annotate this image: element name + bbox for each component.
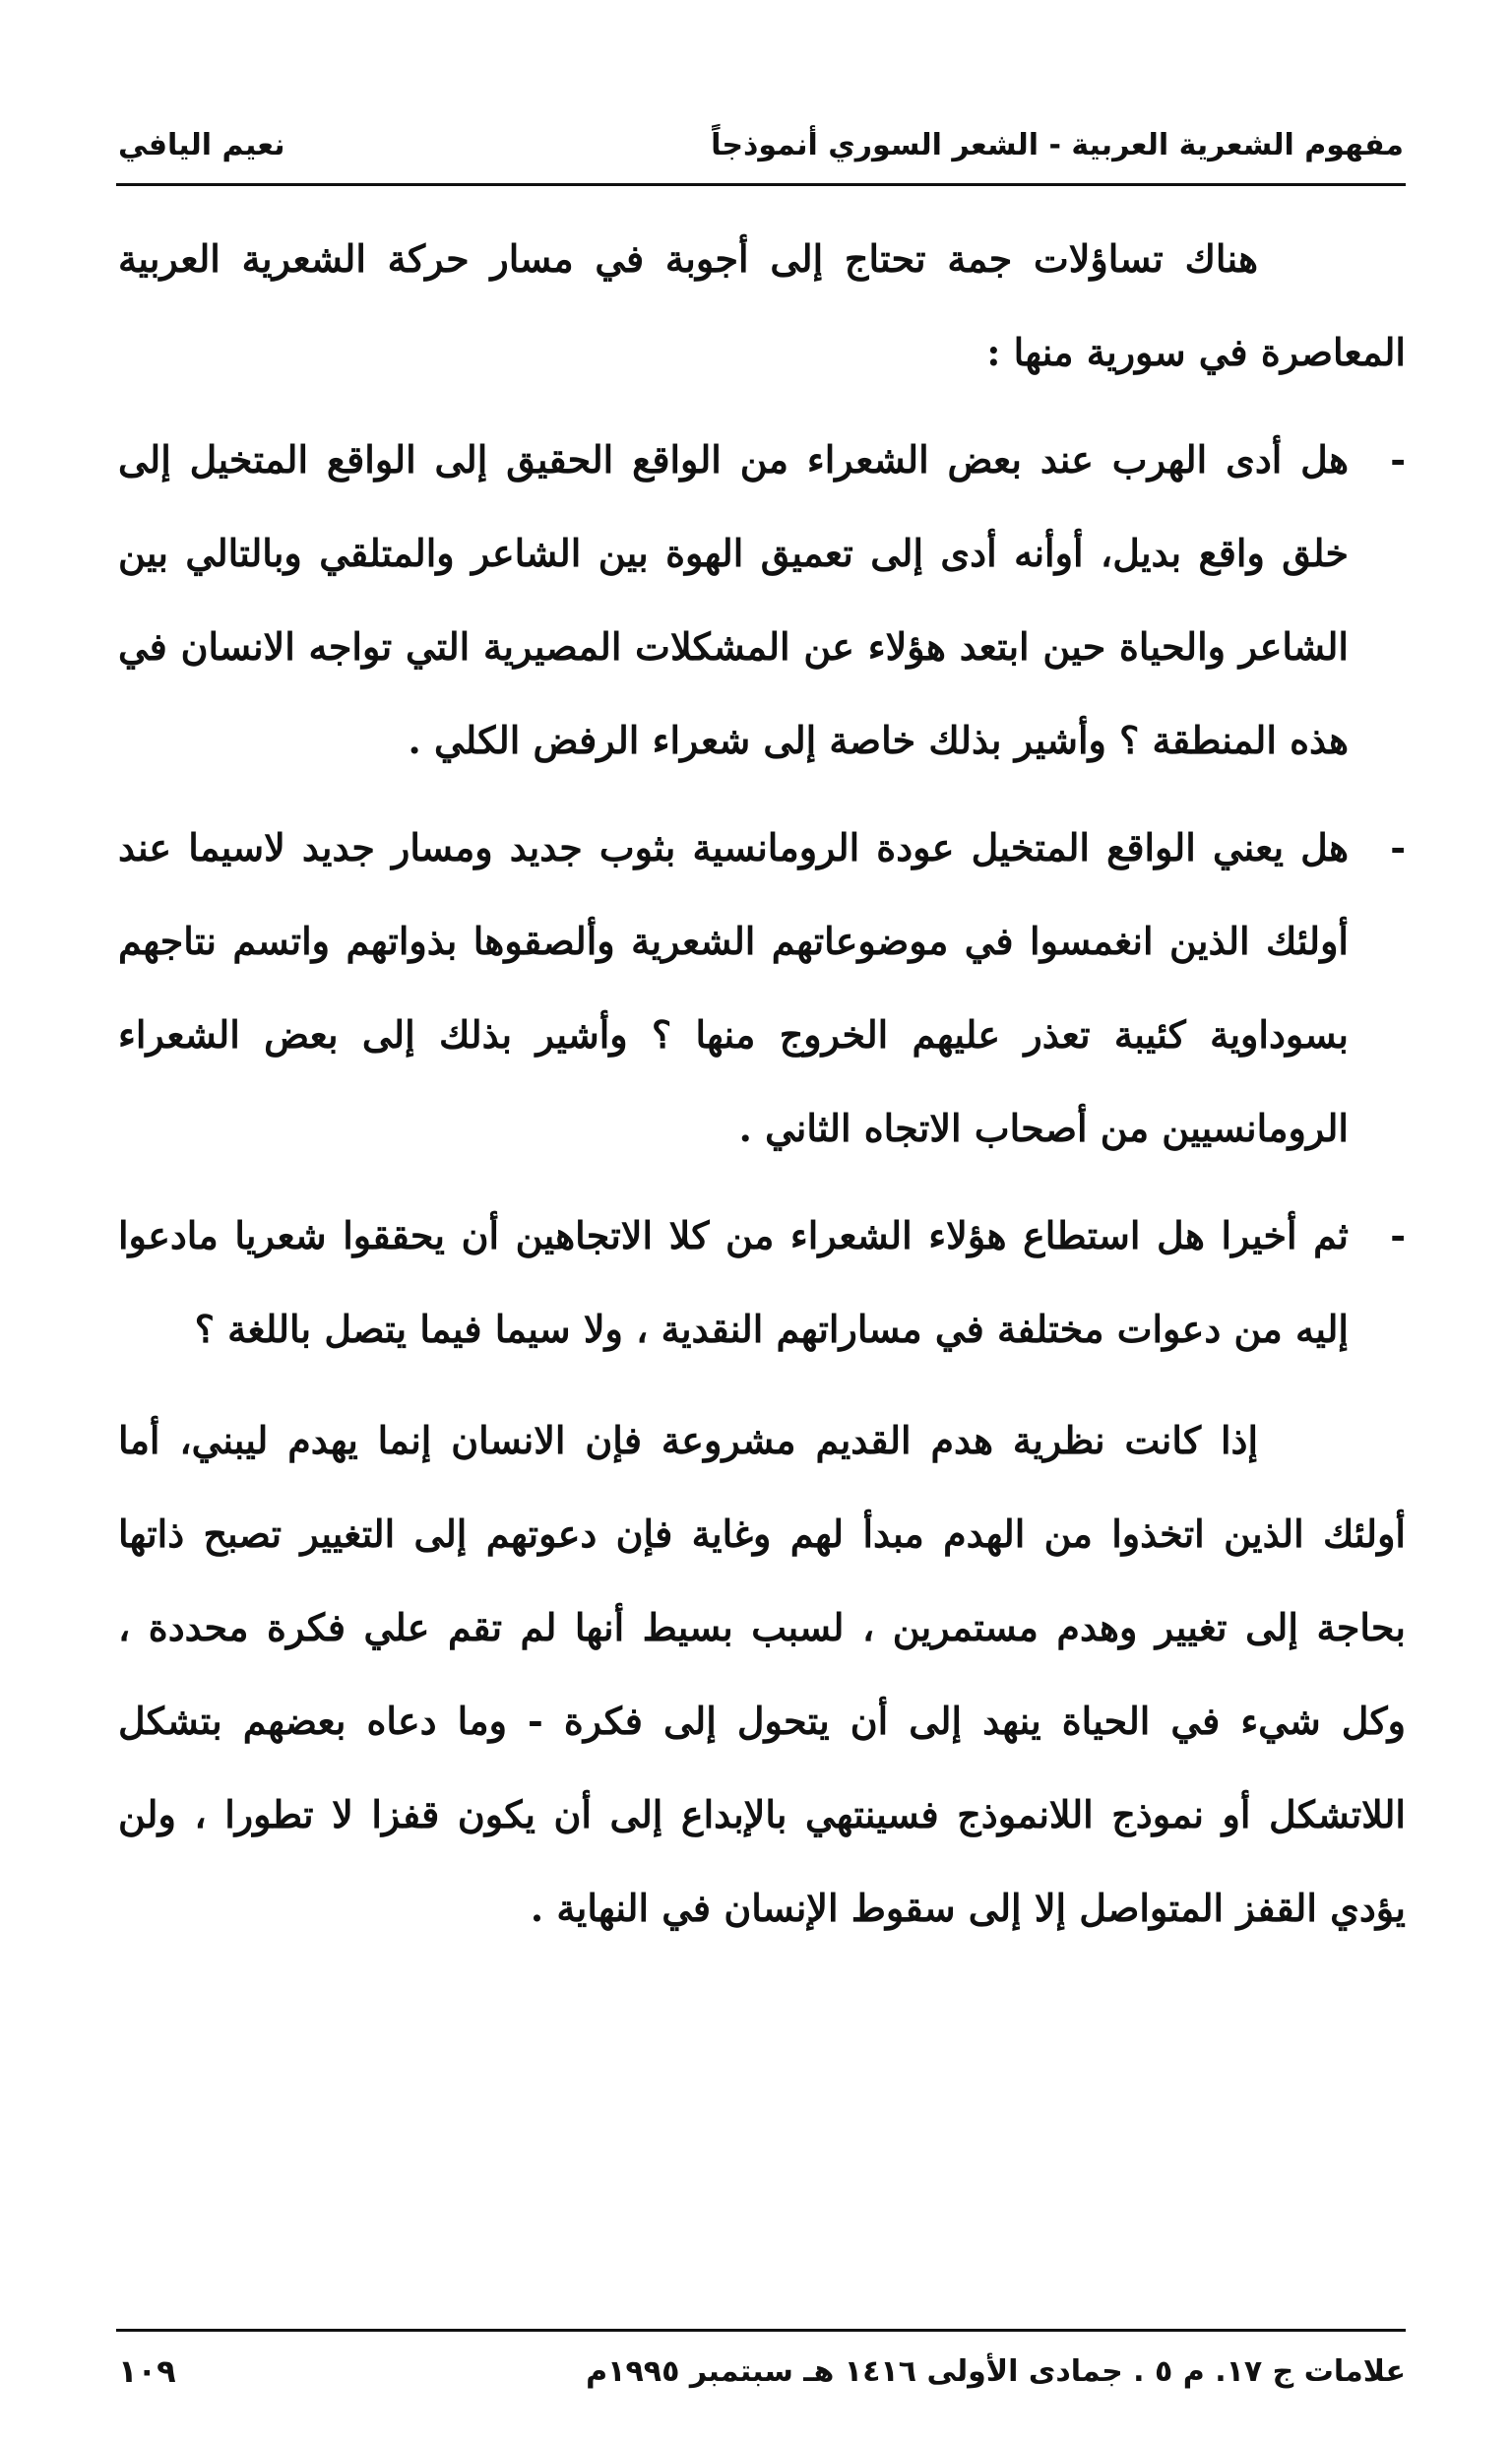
page-footer <box>118 2342 1406 2401</box>
header-divider <box>116 183 1406 186</box>
intro-paragraph: هناك تساؤلات جمة تحتاج إلى أجوبة في مسار حركة الشعرية العربية المعاصرة في سورية منها : <box>118 236 1406 374</box>
footer-divider <box>116 2329 1406 2332</box>
running-header <box>118 110 1404 179</box>
question-item-1 <box>118 413 1406 787</box>
dash-marker: - <box>1390 1213 1406 1257</box>
question-item-3 <box>118 1189 1406 1376</box>
closing-paragraph: إذا كانت نظرية هدم القديم مشروعة فإن الانسان إنما يهدم ليبني، أما أولئك الذين اتخذوا من الهدم مبدأ لهم وغاية فإن دعوتهم إلى التغيير تصبح ذاتها بحاجة إلى تغيير وهدم مستمرين ، لسبب بسيط أنها لم تقم علي فكرة محددة ، وكل شيء في الحياة ينهد إلى أن يتحول إلى فكرة - وما دعاه بعضهم بتشكل اللاتشكل أو نموذج اللانموذج فسينتهي بالإبداع إلى أن يكون قفزا لا تطورا ، ولن يؤدي القفز المتواصل إلا إلى سقوط الإنسان في النهاية . <box>118 1418 1406 1930</box>
dash-marker: - <box>1390 825 1406 869</box>
page-number: ١٠٩ <box>118 2352 176 2390</box>
dash-marker: - <box>1390 437 1406 482</box>
question-text: هل أدى الهرب عند بعض الشعراء من الواقع الحقيق إلى الواقع المتخيل إلى خلق واقع بديل، أوأنه أدى إلى تعميق الهوة بين الشاعر والمتلقي وبالتالي بين الشاعر والحياة حين ابتعد هؤلاء عن المشكلات المصيرية التي تواجه الانسان في هذه المنطقة ؟ وأشير بذلك خاصة إلى شعراء الرفض الكلي . <box>118 437 1349 762</box>
question-item-2 <box>118 801 1406 1175</box>
journal-citation: علامات ج ١٧. م ٥ . جمادى الأولى ١٤١٦ هـ سبتمبر ١٩٩٥م <box>586 2353 1406 2389</box>
running-title: مفهوم الشعرية العربية - الشعر السوري أنموذجاً <box>711 127 1404 162</box>
question-text: هل يعني الواقع المتخيل عودة الرومانسية بثوب جديد ومسار جديد لاسيما عند أولئك الذين انغمسوا في موضوعاتهم الشعرية وألصقوها بذواتهم واتسم نتاجهم بسوداوية كئيبة تعذر عليهم الخروج منها ؟ وأشير بذلك إلى بعض الشعراء الرومانسيين من أصحاب الاتجاه الثاني . <box>118 825 1349 1150</box>
question-text: ثم أخيرا هل استطاع هؤلاء الشعراء من كلا الاتجاهين أن يحققوا شعريا مادعوا إليه من دعوات مختلفة في مساراتهم النقدية ، ولا سيما فيما يتصل باللغة ؟ <box>118 1213 1349 1351</box>
article-body <box>118 212 1406 1955</box>
author-name: نعيم اليافي <box>118 127 285 162</box>
